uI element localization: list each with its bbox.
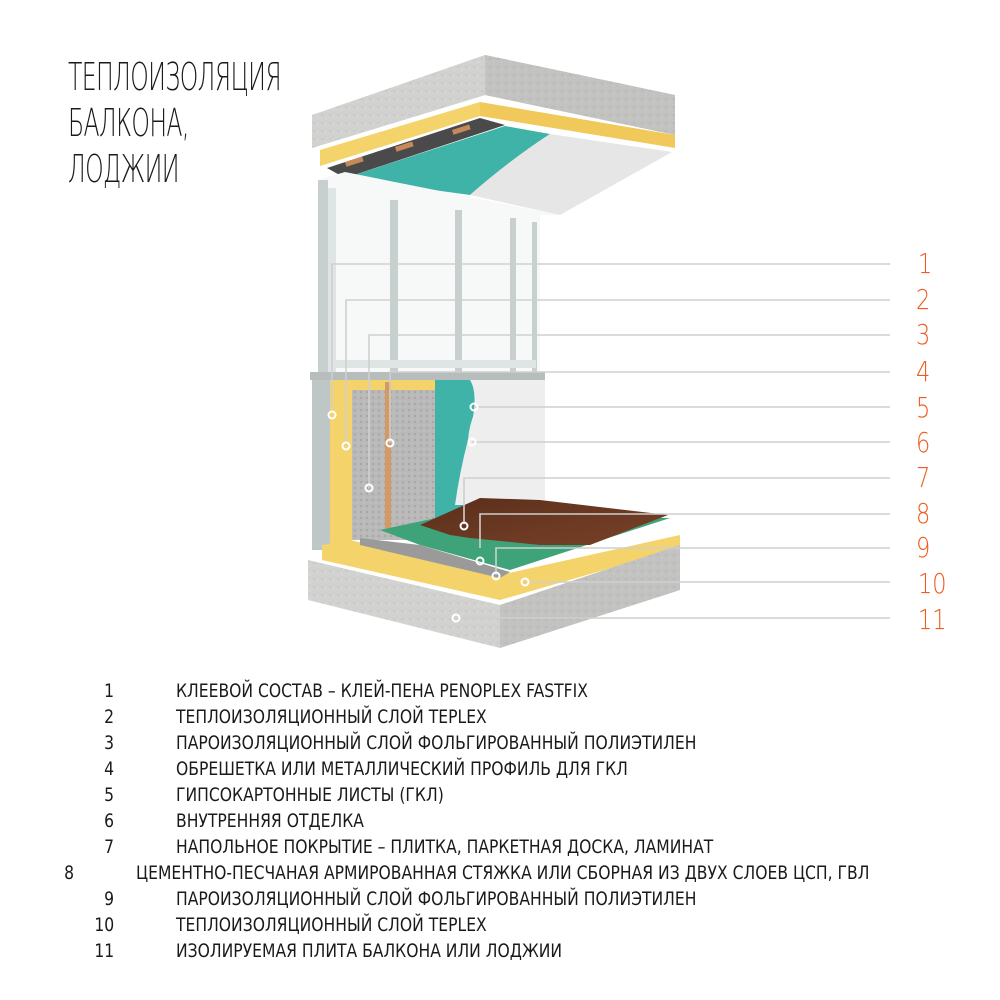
callout-3: 3 [916, 318, 931, 351]
callout-7: 7 [916, 461, 931, 494]
legend-number: 11 [94, 940, 114, 962]
legend-item-11 [62, 938, 982, 964]
legend-number: 8 [64, 862, 75, 884]
legend-item-4 [62, 756, 982, 782]
title-line-3: ЛОДЖИИ [68, 147, 179, 191]
legend-number: 1 [104, 680, 114, 702]
legend-item-3 [62, 730, 982, 756]
callout-10: 10 [918, 567, 947, 600]
callout-6: 6 [916, 426, 931, 459]
legend-text: ТЕПЛОИЗОЛЯЦИОННЫЙ СЛОЙ TEPLEX [176, 706, 487, 728]
legend-text: ПАРОИЗОЛЯЦИОННЫЙ СЛОЙ ФОЛЬГИРОВАННЫЙ ПОЛИЭТИЛЕН [176, 732, 697, 754]
legend-text: НАПОЛЬНОЕ ПОКРЫТИЕ – ПЛИТКА, ПАРКЕТНАЯ ДОСКА, ЛАМИНАТ [176, 836, 714, 858]
callout-9: 9 [916, 531, 931, 564]
title-line-2: БАЛКОНА, [68, 101, 189, 145]
legend-item-1 [62, 678, 982, 704]
legend-text: КЛЕЕВОЙ СОСТАВ – КЛЕЙ-ПЕНА PENOPLEX FASTFIX [176, 680, 588, 702]
legend-list [62, 678, 982, 964]
callout-8: 8 [916, 497, 931, 530]
callout-5: 5 [916, 391, 931, 424]
legend-item-6 [62, 808, 982, 834]
legend-number: 7 [104, 836, 114, 858]
legend-number: 10 [94, 914, 114, 936]
legend-text: ИЗОЛИРУЕМАЯ ПЛИТА БАЛКОНА ИЛИ ЛОДЖИИ [176, 940, 563, 962]
legend-item-9 [62, 886, 982, 912]
callout-2: 2 [916, 283, 931, 316]
legend-item-2 [62, 704, 982, 730]
legend-number: 3 [104, 732, 114, 754]
legend-item-5 [62, 782, 982, 808]
legend-text: ВНУТРЕННЯЯ ОТДЕЛКА [176, 810, 364, 832]
legend-text: ЦЕМЕНТНО-ПЕСЧАНАЯ АРМИРОВАННАЯ СТЯЖКА ИЛИ СБОРНАЯ ИЗ ДВУХ СЛОЕВ ЦСП, ГВЛ [136, 862, 870, 884]
legend-text: ТЕПЛОИЗОЛЯЦИОННЫЙ СЛОЙ TEPLEX [176, 914, 487, 936]
legend-number: 4 [104, 758, 114, 780]
legend-number: 5 [104, 784, 114, 806]
legend-text: ПАРОИЗОЛЯЦИОННЫЙ СЛОЙ ФОЛЬГИРОВАННЫЙ ПОЛИЭТИЛЕН [176, 888, 697, 910]
legend-item-7 [62, 834, 982, 860]
legend-text: ГИПСОКАРТОННЫЕ ЛИСТЫ (ГКЛ) [176, 784, 444, 806]
legend-number: 2 [104, 706, 114, 728]
callout-11: 11 [918, 603, 947, 636]
callout-4: 4 [916, 355, 931, 388]
legend-item-10 [62, 912, 982, 938]
legend-item-8 [62, 860, 982, 886]
legend-number: 6 [104, 810, 114, 832]
legend-number: 9 [104, 888, 114, 910]
callout-1: 1 [918, 247, 933, 280]
title-line-1: ТЕПЛОИЗОЛЯЦИЯ [68, 55, 282, 99]
legend-text: ОБРЕШЕТКА ИЛИ МЕТАЛЛИЧЕСКИЙ ПРОФИЛЬ ДЛЯ ГКЛ [176, 758, 628, 780]
